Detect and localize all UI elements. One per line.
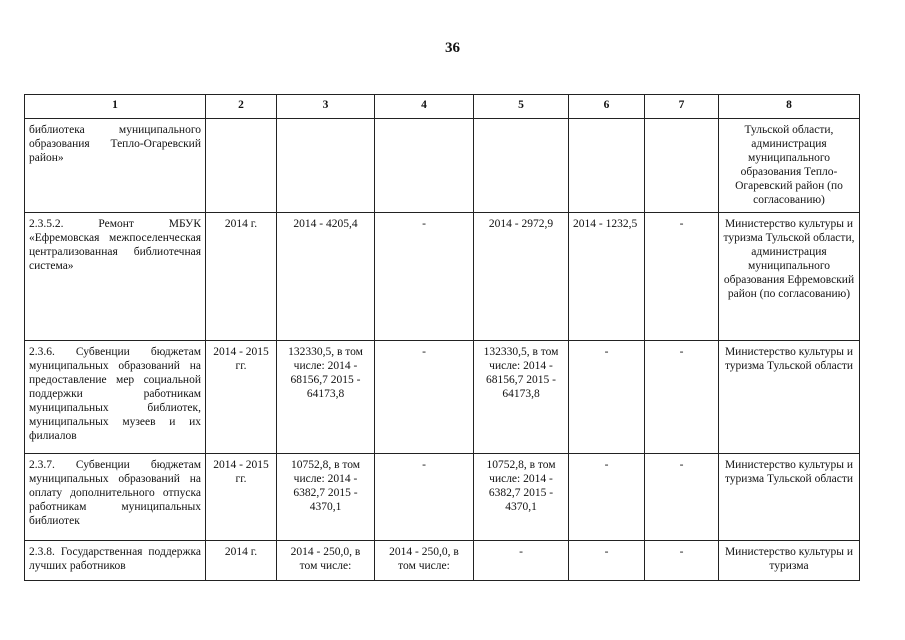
cell-activity: библиотека муниципального образования Тепло-Огаревский район» [25, 119, 206, 213]
table-row [25, 341, 860, 454]
cell-municipal: - [569, 341, 645, 454]
table-row [25, 213, 860, 341]
cell-federal: - [375, 213, 474, 341]
program-table [24, 94, 860, 581]
table-row [25, 541, 860, 581]
cell-municipal: 2014 - 1232,5 [569, 213, 645, 341]
cell-municipal [569, 119, 645, 213]
cell-regional: 10752,8, в том числе: 2014 - 6382,7 2015 - 4370,1 [474, 454, 569, 541]
col-header-5: 5 [474, 95, 569, 119]
cell-other: - [645, 341, 719, 454]
cell-total: 2014 - 250,0, в том числе: [277, 541, 375, 581]
cell-other: - [645, 454, 719, 541]
cell-period: 2014 - 2015 гг. [206, 454, 277, 541]
cell-activity: 2.3.6. Субвенции бюджетам муниципальных образований на предоставление мер социальной поддержки работникам муниципальных библиотек, муниципальных музеев и их филиалов [25, 341, 206, 454]
cell-other [645, 119, 719, 213]
cell-total: 2014 - 4205,4 [277, 213, 375, 341]
cell-federal [375, 119, 474, 213]
cell-activity: 2.3.5.2. Ремонт МБУК «Ефремовская межпоселенческая централизованная библиотечная система» [25, 213, 206, 341]
cell-municipal: - [569, 454, 645, 541]
cell-municipal: - [569, 541, 645, 581]
cell-total: 132330,5, в том числе: 2014 - 68156,7 2015 - 64173,8 [277, 341, 375, 454]
cell-regional [474, 119, 569, 213]
cell-period: 2014 г. [206, 541, 277, 581]
cell-other: - [645, 213, 719, 341]
cell-period: 2014 - 2015 гг. [206, 341, 277, 454]
cell-executor: Тульской области, администрация муниципального образования Тепло-Огаревский район (по согласованию) [719, 119, 860, 213]
cell-executor: Министерство культуры и туризма Тульской области [719, 341, 860, 454]
col-header-8: 8 [719, 95, 860, 119]
col-header-7: 7 [645, 95, 719, 119]
cell-federal: - [375, 454, 474, 541]
col-header-3: 3 [277, 95, 375, 119]
cell-executor: Министерство культуры и туризма [719, 541, 860, 581]
cell-total: 10752,8, в том числе: 2014 - 6382,7 2015 - 4370,1 [277, 454, 375, 541]
cell-federal: 2014 - 250,0, в том числе: [375, 541, 474, 581]
page-number: 36 [445, 40, 460, 56]
cell-activity: 2.3.8. Государственная поддержка лучших работников [25, 541, 206, 581]
cell-federal: - [375, 341, 474, 454]
cell-regional: 2014 - 2972,9 [474, 213, 569, 341]
col-header-2: 2 [206, 95, 277, 119]
cell-period: 2014 г. [206, 213, 277, 341]
cell-executor: Министерство культуры и туризма Тульской области [719, 454, 860, 541]
table-row [25, 119, 860, 213]
cell-activity: 2.3.7. Субвенции бюджетам муниципальных образований на оплату дополнительного отпуска работникам муниципальных библиотек [25, 454, 206, 541]
col-header-4: 4 [375, 95, 474, 119]
table-row [25, 454, 860, 541]
cell-other: - [645, 541, 719, 581]
cell-executor: Министерство культуры и туризма Тульской области, администрация муниципального образования Ефремовский район (по согласованию) [719, 213, 860, 341]
cell-period [206, 119, 277, 213]
cell-regional: 132330,5, в том числе: 2014 - 68156,7 2015 - 64173,8 [474, 341, 569, 454]
col-header-1: 1 [25, 95, 206, 119]
col-header-6: 6 [569, 95, 645, 119]
cell-total [277, 119, 375, 213]
cell-regional: - [474, 541, 569, 581]
header-row [25, 95, 860, 119]
